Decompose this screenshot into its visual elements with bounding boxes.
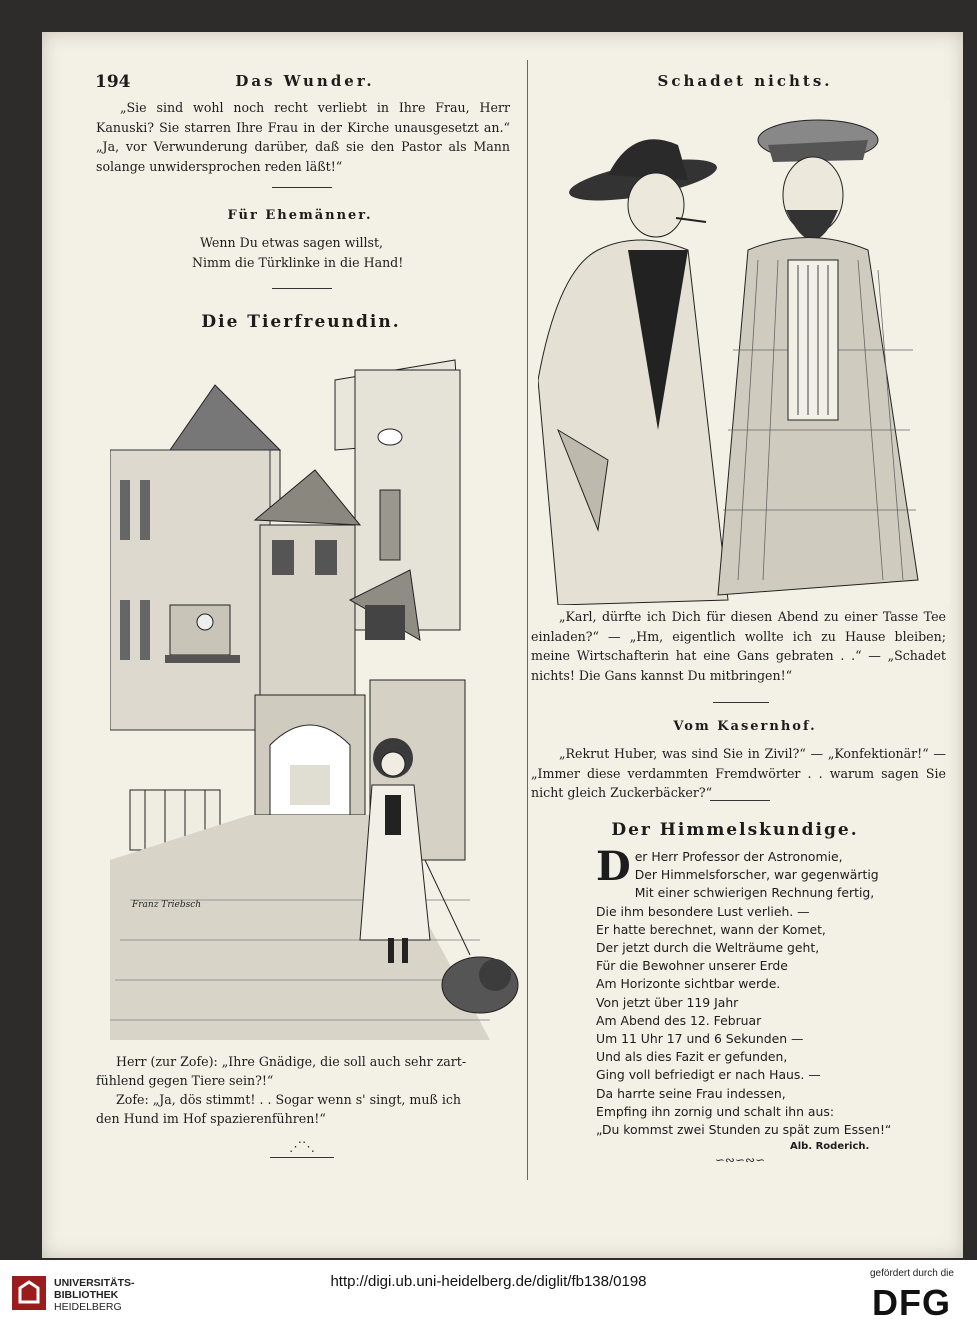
column-rule	[527, 60, 528, 1180]
divider	[272, 288, 332, 289]
poem-line: Am Horizonte sichtbar werde.	[596, 976, 781, 992]
ornament: ∽∾∽∾∽	[714, 1153, 766, 1167]
caption-line-2: fühlend gegen Tiere sein?!“	[96, 1073, 274, 1088]
poem-line: er Herr Professor der Astronomie,	[634, 849, 843, 864]
poem-author: Alb. Roderich.	[790, 1141, 870, 1152]
himmelskundige-poem	[596, 843, 926, 1139]
right-header: Schadet nichts.	[657, 72, 833, 90]
source-url-link[interactable]: http://digi.ub.uni-heidelberg.de/diglit/fb138/0198	[330, 1273, 647, 1290]
ornament: ⋰⋱	[289, 1140, 315, 1155]
poem-line: „Du kommst zwei Stunden zu spät zum Essen!“	[596, 1122, 892, 1138]
dfg-label: gefördert durch die	[870, 1268, 954, 1279]
tierfreundin-title: Die Tierfreundin.	[201, 312, 401, 332]
divider	[710, 800, 770, 801]
poem-line: Von jetzt über 119 Jahr	[596, 994, 739, 1010]
kasernhof-title: Vom Kasernhof.	[673, 719, 817, 734]
footer-bar	[0, 1260, 977, 1328]
page-number: 194	[95, 72, 131, 92]
ehemaenner-line-2: Nimm die Türklinke in die Hand!	[192, 255, 404, 270]
poem-line: Die ihm besondere Lust verlieh. —	[596, 903, 810, 919]
poem-line: Da harrte seine Frau indessen,	[596, 1085, 786, 1101]
poem-line: Am Abend des 12. Februar	[596, 1012, 762, 1028]
ehemaenner-line-1: Wenn Du etwas sagen willst,	[200, 235, 384, 250]
caption-line-4: den Hund im Hof spazierenführen!“	[96, 1111, 326, 1126]
poem-line: Und als dies Fazit er gefunden,	[596, 1049, 788, 1065]
caption-line-3: Zofe: „Ja, dös stimmt! . . Sogar wenn s' singt, muß ich	[116, 1092, 462, 1107]
poem-line: Der Himmelsforscher, war gegenwärtig	[634, 867, 879, 883]
left-header: Das Wunder.	[235, 72, 375, 90]
himmelskundige-title: Der Himmelskundige.	[611, 820, 859, 840]
kasernhof-text: „Rekrut Huber, was sind Sie in Zivil?“ — „Konfektionär!“ — „Immer diese verdammten Fremdwörter . . warum sagen Sie nicht gleich Zuckerbäcker?“	[531, 746, 946, 800]
illustration-signature: Franz Triebsch	[132, 900, 202, 910]
wunder-text: „Sie sind wohl noch recht verliebt in Ihre Frau, Herr Kanuski? Sie starren Ihre Frau in der Kirche unausgesetzt an.“ „Ja, vor Verwunderung darüber, daß sie den Pastor als Mann solange unwidersprochen reden läßt!“	[96, 100, 510, 174]
divider	[270, 1157, 334, 1158]
men-illustration	[538, 100, 950, 605]
divider	[713, 702, 769, 703]
library-name: UNIVERSITÄTS- BIBLIOTHEK HEIDELBERG	[54, 1277, 135, 1313]
poem-line: Er hatte berechnet, wann der Komet,	[596, 921, 826, 937]
poem-line: Für die Bewohner unserer Erde	[596, 958, 788, 974]
poem-line: Ging voll befriedigt er nach Haus. —	[596, 1067, 821, 1083]
courtyard-illustration	[110, 340, 520, 1040]
schadet-text: „Karl, dürfte ich Dich für diesen Abend zu einer Tasse Tee einladen?“ — „Hm, eigentlich wollte ich zu Hause bleiben; meine Wirtschafterin hat eine Gans gebraten . .“ — „Schadet nichts! Die Gans kannst Du mitbringen!“	[531, 609, 946, 683]
dropcap: D	[596, 843, 631, 890]
divider	[272, 187, 332, 188]
poem-line: Der jetzt durch die Welträume geht,	[596, 940, 820, 956]
poem-line: Empfing ihn zornig und schalt ihn aus:	[596, 1103, 834, 1119]
ehemaenner-title: Für Ehemänner.	[227, 208, 373, 223]
poem-line: Mit einer schwierigen Rechnung fertig,	[634, 885, 875, 901]
poem-line: Um 11 Uhr 17 und 6 Sekunden —	[596, 1031, 804, 1047]
caption-line-1: Herr (zur Zofe): „Ihre Gnädige, die soll auch sehr zart-	[116, 1054, 467, 1069]
dfg-logo: DFG	[872, 1282, 951, 1323]
